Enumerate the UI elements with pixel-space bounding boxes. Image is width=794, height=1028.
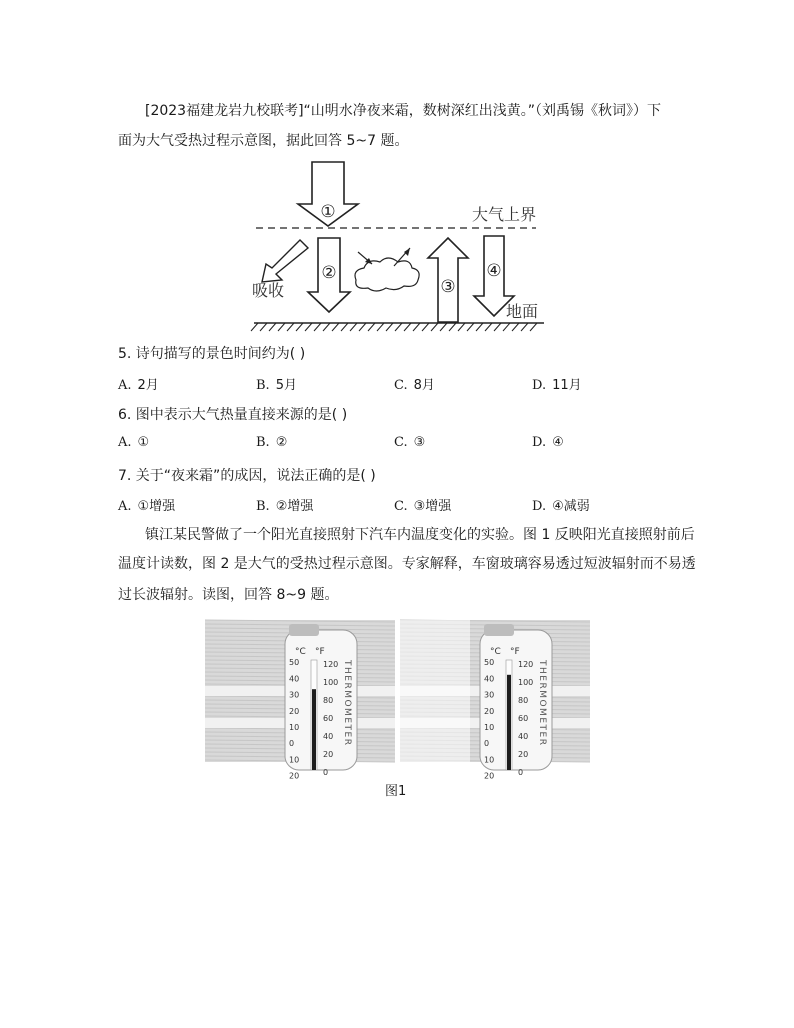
unit-c-label: °C bbox=[490, 647, 501, 657]
thermometer-photo-before bbox=[205, 620, 395, 781]
c-tick-label: 10 bbox=[289, 755, 300, 765]
f-tick-label: 20 bbox=[323, 750, 334, 759]
ground-label: 地面 bbox=[506, 302, 539, 321]
option-text: ③增强 bbox=[413, 499, 452, 514]
option-6d[interactable] bbox=[532, 435, 564, 450]
option-text: 8月 bbox=[413, 378, 435, 393]
c-tick-label: 20 bbox=[484, 771, 495, 781]
option-7a[interactable] bbox=[118, 495, 175, 514]
f-tick-label: 60 bbox=[323, 714, 334, 723]
option-5a[interactable] bbox=[118, 374, 159, 393]
c-tick-label: 20 bbox=[484, 706, 495, 716]
figure-caption: 图1 bbox=[385, 784, 407, 799]
option-letter: A. bbox=[118, 378, 132, 393]
f-tick-label: 100 bbox=[323, 678, 339, 687]
option-letter: A. bbox=[118, 499, 132, 514]
option-text: ① bbox=[137, 435, 150, 450]
question-6: 6. 图中表示大气热量直接来源的是( ) bbox=[118, 407, 348, 423]
thermometer-brand: THERMOMETER bbox=[537, 660, 547, 747]
f-tick-label: 80 bbox=[323, 696, 334, 705]
arrow-4-label: ④ bbox=[486, 261, 502, 281]
arrow-2-label: ② bbox=[321, 263, 337, 283]
question-7-options bbox=[118, 495, 718, 515]
f-tick-label: 0 bbox=[518, 768, 524, 777]
option-text: ④减弱 bbox=[552, 499, 590, 514]
arrow-2 bbox=[308, 238, 350, 312]
f-tick-label: 0 bbox=[323, 768, 329, 777]
unit-f-label: °F bbox=[315, 647, 325, 657]
c-tick-label: 50 bbox=[484, 658, 495, 668]
c-tick-label: 30 bbox=[289, 690, 300, 700]
option-letter: D. bbox=[532, 435, 547, 450]
c-tick-label: 40 bbox=[289, 674, 300, 684]
f-tick-label: 40 bbox=[323, 732, 334, 741]
option-text: ④ bbox=[552, 435, 564, 450]
option-letter: C. bbox=[394, 378, 408, 393]
absorb-label: 吸收 bbox=[252, 281, 285, 300]
c-tick-label: 10 bbox=[484, 755, 495, 765]
option-5c[interactable] bbox=[394, 374, 435, 393]
option-text: ①增强 bbox=[137, 499, 176, 514]
passage2-line-1: 镇江某民警做了一个阳光直接照射下汽车内温度变化的实验。图 1 反映阳光直接照射前后 bbox=[145, 527, 695, 543]
c-tick-label: 0 bbox=[484, 739, 490, 749]
question-6-options bbox=[118, 435, 718, 455]
c-tick-label: 40 bbox=[484, 674, 495, 684]
question-5: 5. 诗句描写的景色时间约为( ) bbox=[118, 346, 306, 362]
arrow-3 bbox=[428, 238, 468, 322]
thermometer-photo-after bbox=[400, 620, 590, 781]
option-text: 5月 bbox=[275, 378, 297, 393]
f-tick-label: 120 bbox=[518, 660, 534, 669]
option-5b[interactable] bbox=[256, 374, 297, 393]
absorb-arrow bbox=[262, 240, 308, 282]
unit-c-label: °C bbox=[295, 647, 306, 657]
option-7b[interactable] bbox=[256, 495, 313, 514]
option-text: 2月 bbox=[137, 378, 159, 393]
c-tick-label: 10 bbox=[289, 723, 300, 732]
option-6a[interactable] bbox=[118, 435, 149, 450]
f-tick-label: 100 bbox=[518, 678, 534, 687]
intro-line-2: 面为大气受热过程示意图，据此回答 5~7 题。 bbox=[118, 133, 409, 149]
passage2-line-2: 温度计读数，图 2 是大气的受热过程示意图。专家解释，车窗玻璃容易透过短波辐射而不易透 bbox=[118, 556, 696, 572]
atmosphere-heating-diagram bbox=[248, 160, 548, 335]
option-6c[interactable] bbox=[394, 435, 425, 450]
option-letter: B. bbox=[256, 435, 270, 450]
c-tick-label: 50 bbox=[289, 658, 300, 668]
cloud bbox=[355, 248, 419, 291]
option-letter: B. bbox=[256, 499, 270, 514]
upper-boundary-label: 大气上界 bbox=[472, 205, 537, 224]
f-tick-label: 60 bbox=[518, 714, 529, 723]
f-tick-label: 40 bbox=[518, 732, 529, 741]
mercury-column bbox=[312, 689, 316, 770]
arrow-3-label: ③ bbox=[440, 277, 456, 297]
option-5d[interactable] bbox=[532, 374, 582, 393]
f-tick-label: 120 bbox=[323, 660, 339, 669]
option-6b[interactable] bbox=[256, 435, 287, 450]
option-text: ③ bbox=[413, 435, 426, 450]
option-letter: C. bbox=[394, 499, 408, 514]
option-letter: A. bbox=[118, 435, 132, 450]
thermometer-brand: THERMOMETER bbox=[342, 660, 352, 747]
c-tick-label: 20 bbox=[289, 706, 300, 716]
option-letter: C. bbox=[394, 435, 408, 450]
question-7: 7. 关于“夜来霜”的成因，说法正确的是( ) bbox=[118, 468, 376, 484]
mercury-column bbox=[507, 675, 511, 770]
f-tick-label: 20 bbox=[518, 750, 529, 759]
c-tick-label: 10 bbox=[484, 723, 495, 732]
c-tick-label: 20 bbox=[289, 771, 300, 781]
option-7d[interactable] bbox=[532, 495, 590, 514]
option-text: ②增强 bbox=[275, 499, 314, 514]
question-5-options bbox=[118, 374, 718, 394]
f-tick-label: 80 bbox=[518, 696, 529, 705]
option-letter: D. bbox=[532, 378, 547, 393]
arrow-1 bbox=[298, 162, 358, 226]
unit-f-label: °F bbox=[510, 647, 520, 657]
passage2-line-3: 过长波辐射。读图，回答 8~9 题。 bbox=[118, 587, 339, 603]
option-letter: D. bbox=[532, 499, 547, 514]
intro-line-1: [2023福建龙岩九校联考]“山明水净夜来霜，数树深红出浅黄。”（刘禹锡《秋词》）下 bbox=[145, 103, 662, 119]
option-text: 11月 bbox=[552, 378, 582, 393]
c-tick-label: 30 bbox=[484, 690, 495, 700]
option-text: ② bbox=[275, 435, 288, 450]
option-7c[interactable] bbox=[394, 495, 451, 514]
ground-line bbox=[251, 323, 544, 331]
c-tick-label: 0 bbox=[289, 739, 295, 749]
option-letter: B. bbox=[256, 378, 270, 393]
sunlight-glare bbox=[400, 620, 470, 762]
arrow-1-label: ① bbox=[320, 202, 336, 222]
